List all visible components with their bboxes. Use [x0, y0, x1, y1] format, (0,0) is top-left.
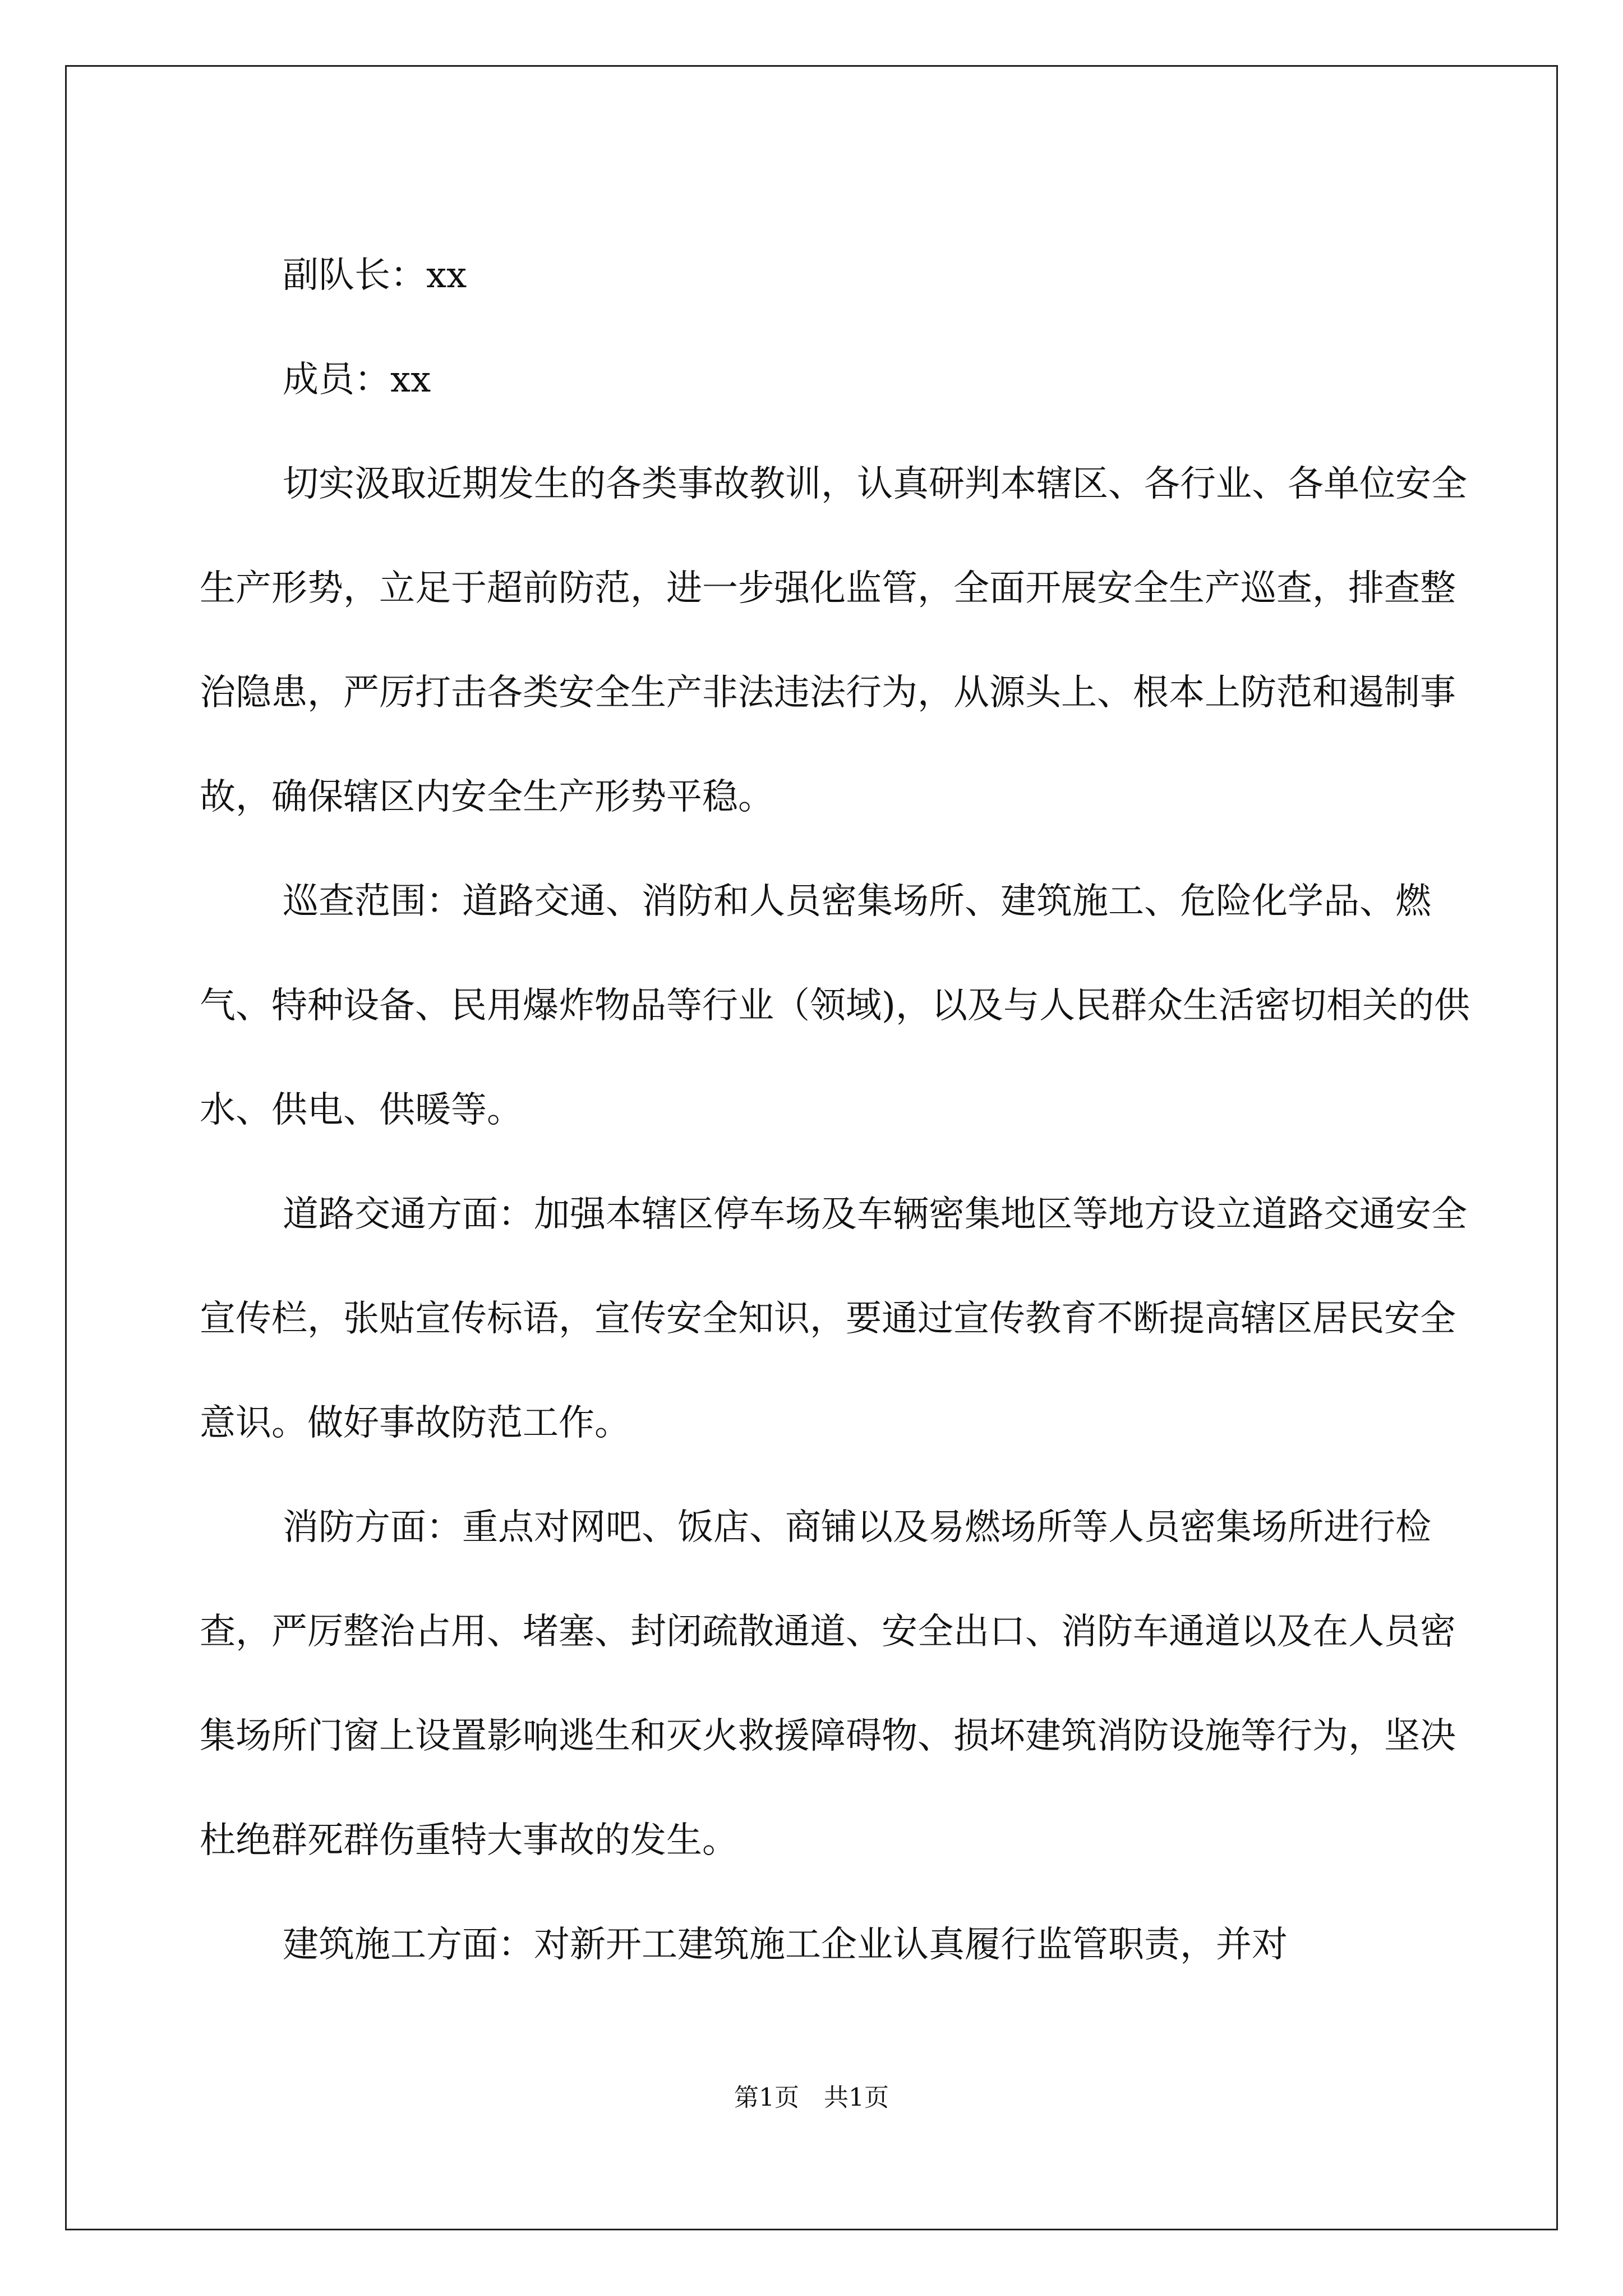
paragraph-road-traffic: 道路交通方面：加强本辖区停车场及车辆密集地区等地方设立道路交通安全宣传栏，张贴宣传标语，宣传安全知识，要通过宣传教育不断提高辖区居民安全意识。做好事故防范工作。 [200, 1194, 1467, 1444]
document-body [200, 223, 1473, 1997]
paragraph-members: 成员：xx [283, 359, 431, 401]
paragraph-fire-protection: 消防方面：重点对网吧、饭店、商铺以及易燃场所等人员密集场所进行检查，严厉整治占用、堵塞、封闭疏散通道、安全出口、消防车通道以及在人员密集场所门窗上设置影响逃生和灭火救援障碍物、损坏建筑消防设施等行为，坚决杜绝群死群伤重特大事故的发生。 [200, 1507, 1456, 1861]
paragraph-inspection-scope: 巡查范围：道路交通、消防和人员密集场所、建筑施工、危险化学品、燃气、特种设备、民用爆炸物品等行业（领域)，以及与人民群众生活密切相关的供水、供电、供暖等。 [200, 881, 1470, 1131]
page-number-footer: 第1页 共1页 [734, 2083, 889, 2112]
paragraph-construction: 建筑施工方面：对新开工建筑施工企业认真履行监管职责，并对 [283, 1924, 1288, 1966]
paragraph-deputy-leader: 副队长：xx [283, 255, 467, 296]
paragraph-objective: 切实汲取近期发生的各类事故教训，认真研判本辖区、各行业、各单位安全生产形势，立足于超前防范，进一步强化监管，全面开展安全生产巡查，排查整治隐患，严厉打击各类安全生产非法违法行为，从源头上、根本上防范和遏制事故，确保辖区内安全生产形势平稳。 [200, 463, 1467, 818]
